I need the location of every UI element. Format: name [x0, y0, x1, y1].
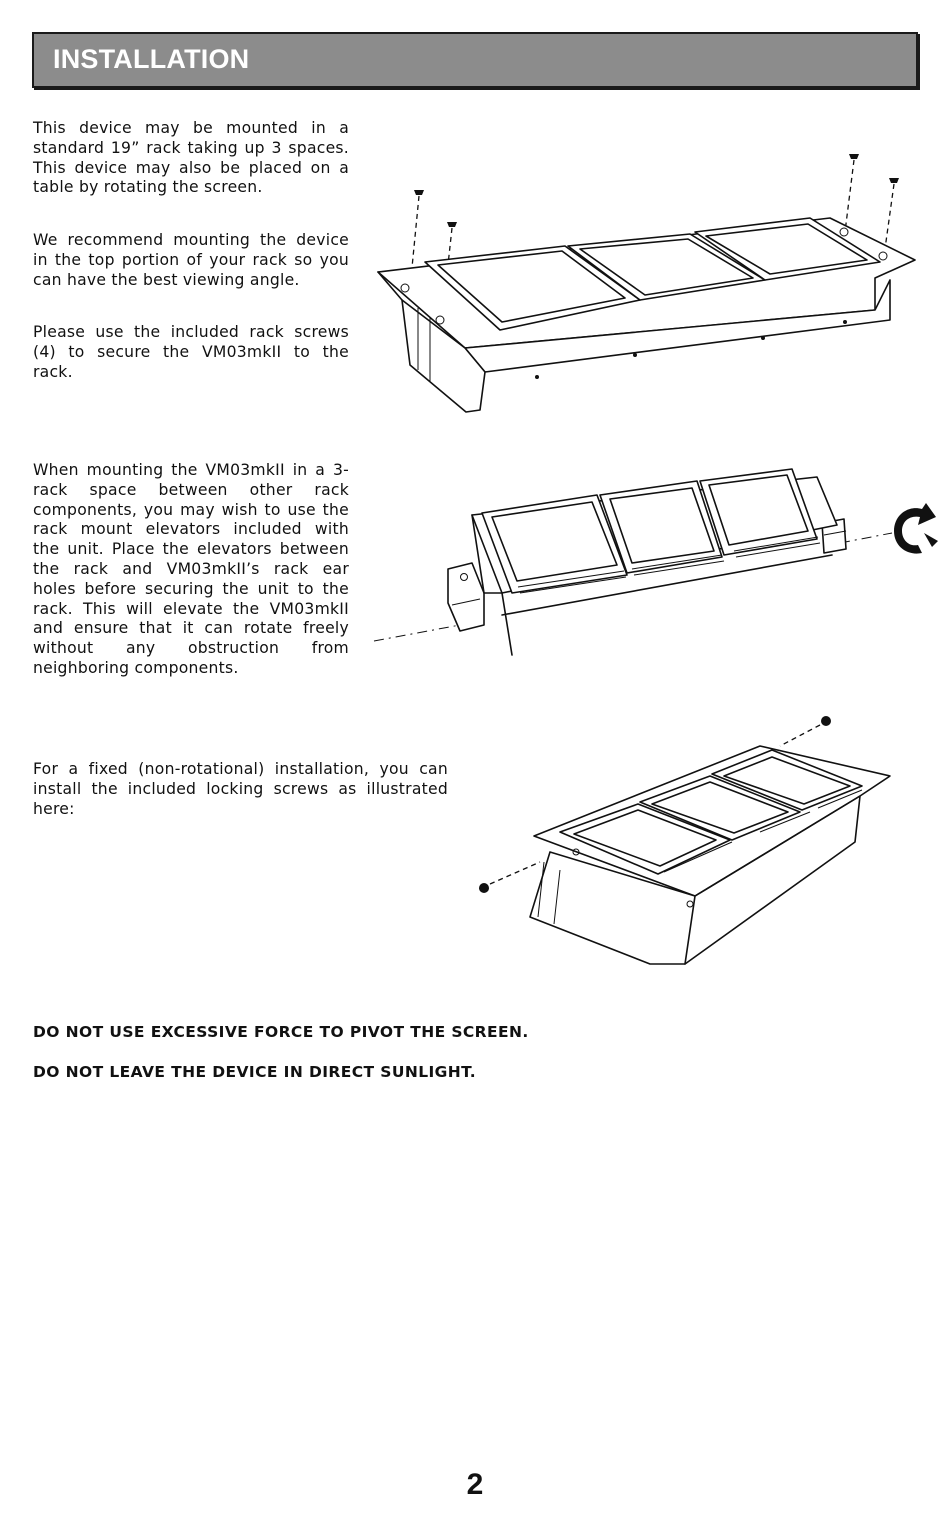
- rack-screw-icon: [884, 178, 899, 256]
- paragraph-locking-screws: For a fixed (non-rotational) installation, you can install the included locking screws as illustrated here:: [33, 760, 448, 818]
- rotating-screen-with-elevators-illustration: [372, 465, 947, 665]
- rack-mount-with-screws-illustration: [370, 150, 920, 420]
- rotate-arrow-icon: [888, 503, 943, 558]
- paragraph-elevators: When mounting the VM03mkII in a 3-rack space between other rack components, you may wish to use the rack mount elevators included with the unit. Place the elevators between the rack and VM03mkII’s rack ear holes before securing the unit to the rack. This will elevate the VM03mkII and ensure that it can rotate freely without any obstruction from neighboring components.: [33, 461, 349, 677]
- warning-sunlight: DO NOT LEAVE THE DEVICE IN DIRECT SUNLIGHT.: [33, 1063, 477, 1081]
- section-title: INSTALLATION: [53, 44, 250, 74]
- locking-screw-icon: [479, 862, 540, 893]
- paragraph-rack-screws: Please use the included rack screws (4) to secure the VM03mkII to the rack.: [33, 323, 349, 381]
- section-header: [32, 32, 918, 88]
- paragraph-recommendation: We recommend mounting the device in the top portion of your rack so you can have the best viewing angle.: [33, 231, 349, 289]
- page-number: 2: [466, 1468, 484, 1501]
- warning-excessive-force: DO NOT USE EXCESSIVE FORCE TO PIVOT THE SCREEN.: [33, 1023, 529, 1041]
- rack-screw-icon: [845, 154, 859, 232]
- locking-screws-illustration: [470, 712, 895, 972]
- locking-screw-icon: [780, 716, 831, 746]
- paragraph-rack-mounting: This device may be mounted in a standard 19” rack taking up 3 spaces. This device may also be placed on a table by rotating the screen.: [33, 119, 349, 197]
